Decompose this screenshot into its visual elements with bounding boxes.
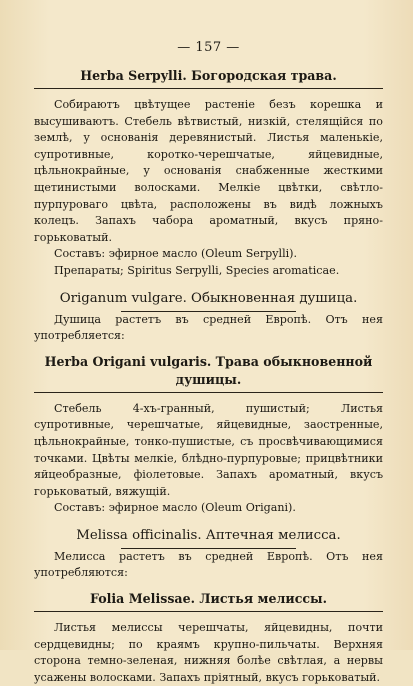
heading-origanum: Origanum vulgare. Обыкновенная душица. [59, 290, 358, 306]
intro-melissa: Мелисса растетъ въ средней Европѣ. Отъ нея употребляются: [34, 549, 383, 580]
description-melissa: Листья мелиссы черешчаты, яйцевидны, почти сердцевидны; по краямъ крупно-пильчаты. Верхняя сторона темно-зеленая, нижняя болѣе свѣтлая, а нервы усажены волосками. Запахъ пріятный, вкусъ горьковатый. [34, 621, 383, 684]
heading-melissa: Melissa officinalis. Аптечная мелисса. [76, 527, 341, 543]
description-herba-serpylli: Собираютъ цвѣтущее растеніе безъ корешка и высушиваютъ. Стебель вѣтвистый, низкій, стелящійся по землѣ, у основанія деревянистый. Листья маленькіе, супротивные, коротко-черешчатые, яйцевидные, цѣльнокрайные, у основанія снабженные жесткими щетинистыми волосками. Мелкіе цвѣтки, свѣтло-пурпуроваго цвѣта, расположены въ видѣ ложныхъ колецъ. Запахъ чабора ароматный, вкусъ пряно-горьковатый. [34, 98, 383, 244]
subheading-herba-origani: Herba Origani vulgaris. Трава обыкновенной душицы. [44, 353, 373, 387]
composition-herba-serpylli: Составъ: эфирное масло (Oleum Serpylli). [54, 247, 298, 261]
description-origanum: Стебель 4-хъ-гранный, пушистый; Листья супротивные, черешчатые, яйцевидные, заостренные, цѣльнокрайные, тонко-пушистые, съ просвѣчивающимися точками. Цвѣты мелкіе, блѣдно-пурпуровые; прицвѣтники яйцеобразные, фіолетовые. Запахъ ароматный, вкусъ горьковатый, вяжущій. [34, 401, 383, 498]
section-origanum [34, 290, 383, 517]
preparations-herba-serpylli: Препараты; Spiritus Serpylli, Species aromaticae. [54, 263, 340, 277]
composition-origanum: Составъ: эфирное масло (Oleum Origani). [54, 501, 296, 515]
section-herba-serpylli [34, 67, 383, 280]
section-melissa [34, 527, 383, 686]
subheading-folia-melissae: Folia Melissae. Листья мелиссы. [89, 591, 328, 607]
intro-origanum: Душица растетъ въ средней Европѣ. Отъ нея употребляется: [34, 312, 383, 343]
heading-herba-serpylli: Herba Serpylli. Богородская трава. [80, 68, 337, 83]
page-number: — 157 — [177, 40, 240, 55]
